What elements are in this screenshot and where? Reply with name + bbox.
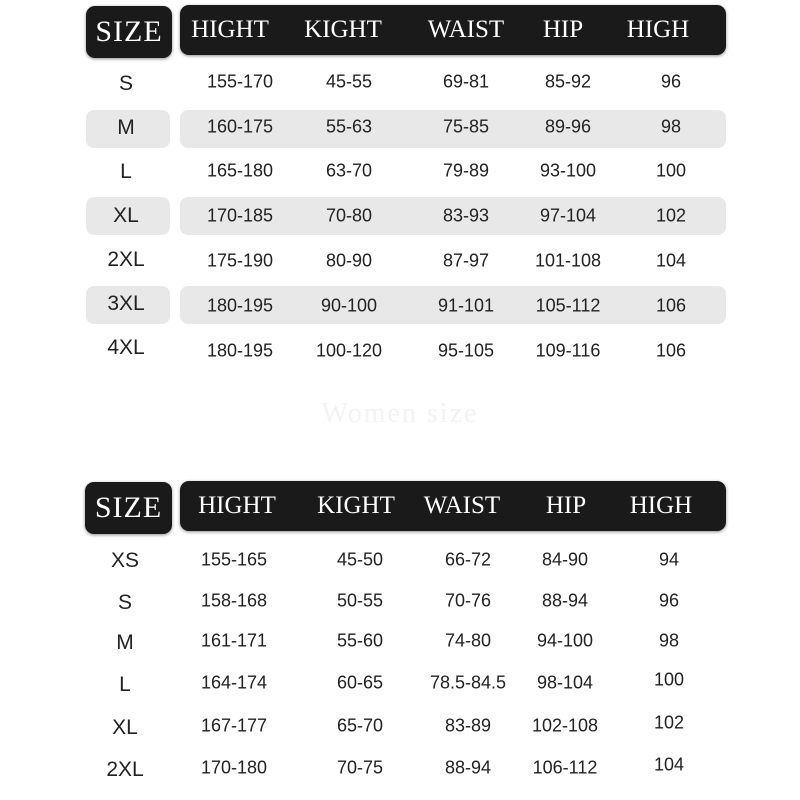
weight-cell: 55-63 [325,116,373,137]
high-cell: 100 [653,669,685,690]
hip-cell: 109-116 [535,340,601,361]
column-header: HIP [545,492,587,519]
weight-cell: 50-55 [336,590,384,611]
size-label: XL [113,204,139,227]
column-header: HIGHT [198,492,276,519]
height-cell: 155-165 [200,549,268,570]
high-cell: 104 [653,754,685,775]
size-label: 2XL [106,758,144,781]
height-cell: 175-190 [206,250,274,271]
height-cell: 180-195 [206,295,274,316]
waist-cell: 87-97 [442,250,490,271]
weight-cell: 60-65 [336,672,384,693]
size-label: L [119,673,131,696]
size-header-label: SIZE [94,491,163,524]
hip-cell: 98-104 [536,672,594,693]
height-cell: 155-170 [206,71,274,92]
weight-cell: 65-70 [336,715,384,736]
high-cell: 98 [658,630,680,651]
height-cell: 170-185 [206,205,274,226]
size-header-label: SIZE [95,15,163,48]
waist-cell: 75-85 [442,116,490,137]
weight-cell: 63-70 [325,160,373,181]
size-header-badge [85,482,172,534]
column-header-bar [180,5,726,55]
size-label: L [120,160,132,183]
column-header: KIGHT [317,492,395,519]
hip-cell: 97-104 [539,205,597,226]
weight-cell: 80-90 [325,250,373,271]
high-cell: 98 [660,116,682,137]
column-header: WAIST [427,16,505,43]
hip-cell: 84-90 [541,549,589,570]
high-cell: 96 [658,590,680,611]
high-cell: 106 [655,295,687,316]
high-cell: 94 [658,549,680,570]
size-label: M [116,631,134,654]
waist-cell: 95-105 [437,340,495,361]
hip-cell: 93-100 [539,160,597,181]
high-cell: 104 [655,250,687,271]
size-label: 4XL [107,336,145,359]
waist-cell: 91-101 [437,295,495,316]
size-label: M [117,116,135,139]
faint-caption: Women size [321,398,479,429]
size-header-badge [86,6,172,58]
waist-cell: 70-76 [444,590,492,611]
hip-cell: 102-108 [531,715,599,736]
hip-cell: 88-94 [541,590,589,611]
hip-cell: 85-92 [544,71,592,92]
height-cell: 161-171 [200,630,268,651]
hip-cell: 89-96 [544,116,592,137]
height-cell: 165-180 [206,160,274,181]
hip-cell: 101-108 [534,250,602,271]
waist-cell: 78.5-84.5 [429,672,507,693]
size-label: 3XL [107,292,145,315]
height-cell: 180-195 [206,340,274,361]
column-header: WAIST [423,492,501,519]
weight-cell: 70-75 [336,757,384,778]
column-header: HIGH [629,492,693,519]
weight-cell: 90-100 [320,295,378,316]
weight-cell: 45-50 [336,549,384,570]
hip-cell: 106-112 [532,757,598,778]
size-label: XS [110,549,140,572]
weight-cell: 70-80 [325,205,373,226]
high-cell: 100 [655,160,687,181]
waist-cell: 88-94 [444,757,492,778]
column-header-bar [180,481,726,531]
high-cell: 96 [660,71,682,92]
high-cell: 102 [655,205,687,226]
waist-cell: 83-93 [442,205,490,226]
column-header: HIGHT [191,16,269,43]
waist-cell: 66-72 [444,549,492,570]
height-cell: 160-175 [206,116,274,137]
height-cell: 167-177 [200,715,268,736]
column-header: HIP [542,16,584,43]
hip-cell: 105-112 [535,295,601,316]
weight-cell: 100-120 [315,340,383,361]
size-label: XL [112,716,138,739]
waist-cell: 74-80 [444,630,492,651]
size-label: 2XL [107,248,145,271]
high-cell: 102 [653,712,685,733]
high-cell: 106 [655,340,687,361]
size-label: S [117,591,133,614]
waist-cell: 83-89 [444,715,492,736]
waist-cell: 79-89 [442,160,490,181]
weight-cell: 45-55 [325,71,373,92]
height-cell: 158-168 [200,590,268,611]
size-label: S [118,72,134,95]
height-cell: 170-180 [200,757,268,778]
height-cell: 164-174 [200,672,268,693]
hip-cell: 94-100 [536,630,594,651]
weight-cell: 55-60 [336,630,384,651]
waist-cell: 69-81 [442,71,490,92]
column-header: HIGH [626,16,690,43]
column-header: KIGHT [304,16,382,43]
